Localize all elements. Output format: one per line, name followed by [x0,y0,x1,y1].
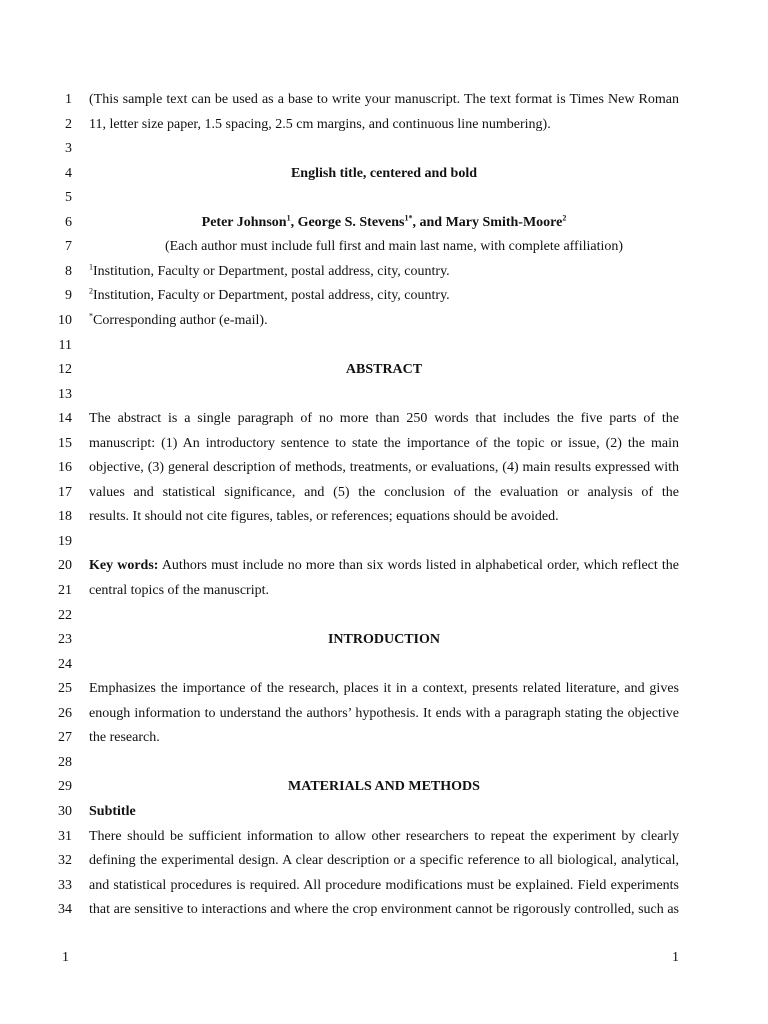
line-content: and statistical procedures is required. All procedure modifications must be explained. Field experiments [89,877,679,893]
line-text [89,825,679,850]
line-number: 10 [58,312,72,328]
line-number: 33 [58,877,72,893]
manuscript-line [0,898,768,923]
footer-page-number: 1 [672,950,679,965]
manuscript-line [0,383,768,408]
manuscript-line [0,481,768,506]
line-text [89,113,679,138]
line-number: 4 [65,165,72,181]
line-number: 17 [58,484,72,500]
author-separator: , and [412,214,446,230]
line-content: Emphasizes the importance of the research, places it in a context, presents related literature, and gives [89,681,679,697]
manuscript-line [0,235,768,260]
line-number: 13 [58,386,72,402]
line-number: 8 [65,263,72,279]
line-text [89,456,679,481]
manuscript-line [0,407,768,432]
line-text [89,898,679,923]
manuscript-line [0,726,768,751]
line-number: 15 [58,435,72,451]
line-number: 1 [65,92,72,107]
line-content: enough information to understand the authors’ hypothesis. It ends with a paragraph stating the objective [89,705,679,721]
manuscript-line [0,825,768,850]
line-text [89,211,679,236]
affiliation-mark: 1 [89,262,93,272]
manuscript-line [0,505,768,530]
line-text [89,505,679,530]
manuscript-line [0,849,768,874]
manuscript-line [0,260,768,285]
line-number: 23 [58,632,72,648]
line-text [89,554,679,579]
line-number: 29 [58,779,72,795]
line-text [89,260,679,285]
line-text [89,579,679,604]
line-text [89,726,679,751]
line-number: 34 [58,902,72,918]
author-affiliation-mark: 1* [404,213,413,223]
line-number: 20 [58,558,72,574]
manuscript-line [0,751,768,776]
line-content: MATERIALS AND METHODS [288,779,480,795]
manuscript-line [0,309,768,334]
line-number: 3 [65,141,72,157]
line-content: 11, letter size paper, 1.5 spacing, 2.5 cm margins, and continuous line numbering). [89,116,551,132]
author-name: Peter Johnson [201,214,287,230]
manuscript-line [0,137,768,162]
author-affiliation-mark: 1 [286,213,291,223]
line-text [89,849,679,874]
line-text [89,702,679,727]
line-content: manuscript: (1) An introductory sentence to state the importance of the topic or issue, (2) the main [89,435,679,451]
line-text [89,628,679,653]
line-content: Authors must include no more than six words listed in alphabetical order, which reflect the [158,558,679,574]
line-number: 32 [58,853,72,869]
author-separator: , [290,214,298,230]
line-content: Institution, Faculty or Department, postal address, city, country. [93,288,450,304]
line-number: 31 [58,828,72,844]
line-text [89,88,679,113]
keywords-label: Key words: [89,558,159,574]
line-content: The abstract is a single paragraph of no more than 250 words that includes the five parts of the [89,411,679,427]
line-content: defining the experimental design. A clear description or a specific reference to all biological, analytical, [89,853,679,869]
line-content: (Each author must include full first and main last name, with complete affiliation) [164,239,624,255]
manuscript-line [0,554,768,579]
line-text [89,309,679,334]
manuscript-line [0,604,768,629]
line-number: 11 [58,337,72,353]
line-number: 5 [65,190,72,206]
line-text [89,677,679,702]
line-text [89,775,679,800]
footer-line-number: 1 [62,950,69,965]
manuscript-line [0,284,768,309]
author-name: George S. Stevens [297,214,405,230]
line-number: 30 [58,803,72,819]
line-number: 6 [65,214,72,230]
line-text [89,358,679,383]
line-number: 21 [58,583,72,598]
author-affiliation-mark: 2 [562,213,567,223]
manuscript-line [0,800,768,825]
line-content: values and statistical significance, and (5) the conclusion of the evaluation or analysis of the [89,484,679,500]
manuscript-line [0,579,768,604]
line-number: 2 [65,116,72,132]
manuscript-line [0,874,768,899]
author-name: Mary Smith-Moore [445,214,563,230]
manuscript-line [0,628,768,653]
line-content: INTRODUCTION [327,632,440,648]
line-text [89,481,679,506]
manuscript-line [0,113,768,138]
manuscript-line [0,334,768,359]
line-text [99,235,689,260]
line-content: ABSTRACT [345,362,423,378]
line-text [89,874,679,899]
line-number: 28 [58,754,72,770]
line-content: Institution, Faculty or Department, postal address, city, country. [93,263,450,279]
line-content: Corresponding author (e-mail). [93,312,268,328]
manuscript-line [0,775,768,800]
line-text [89,284,679,309]
manuscript-line [0,88,768,113]
manuscript-line [0,530,768,555]
line-number: 14 [58,411,72,427]
manuscript-line [0,432,768,457]
line-text [89,162,679,187]
line-text [89,432,679,457]
manuscript-line [0,186,768,211]
line-number: 9 [65,288,72,304]
manuscript-line [0,677,768,702]
line-content: There should be sufficient information to allow other researchers to repeat the experiment by clearly [89,828,679,844]
line-text [89,800,679,825]
manuscript-line [0,456,768,481]
manuscript-line [0,162,768,187]
line-content: that are sensitive to interactions and where the crop environment cannot be rigorously controlled, such as [89,902,679,918]
line-content: the research. [89,730,160,746]
line-content: central topics of the manuscript. [89,583,269,598]
line-number: 16 [58,460,72,476]
manuscript-line [0,702,768,727]
line-number: 25 [58,681,72,697]
manuscript-line [0,653,768,678]
line-content: Subtitle [89,803,136,819]
line-text [89,407,679,432]
manuscript-line [0,358,768,383]
line-number: 24 [58,656,72,672]
line-content: results. It should not cite figures, tables, or references; equations should be avoided. [89,509,559,525]
line-number: 12 [58,362,72,378]
line-content: (This sample text can be used as a base to write your manuscript. The text format is Times New Roman [89,92,679,107]
manuscript-line [0,211,768,236]
line-number: 26 [58,705,72,721]
affiliation-mark: 2 [89,286,93,296]
line-number: 22 [58,607,72,623]
line-number: 7 [65,239,72,255]
line-number: 27 [58,730,72,746]
affiliation-mark: * [89,311,93,321]
line-content: English title, centered and bold [290,165,478,181]
line-content: objective, (3) general description of methods, treatments, or evaluations, (4) main results expressed with [89,460,679,476]
line-number: 19 [58,533,72,549]
line-number: 18 [58,509,72,525]
